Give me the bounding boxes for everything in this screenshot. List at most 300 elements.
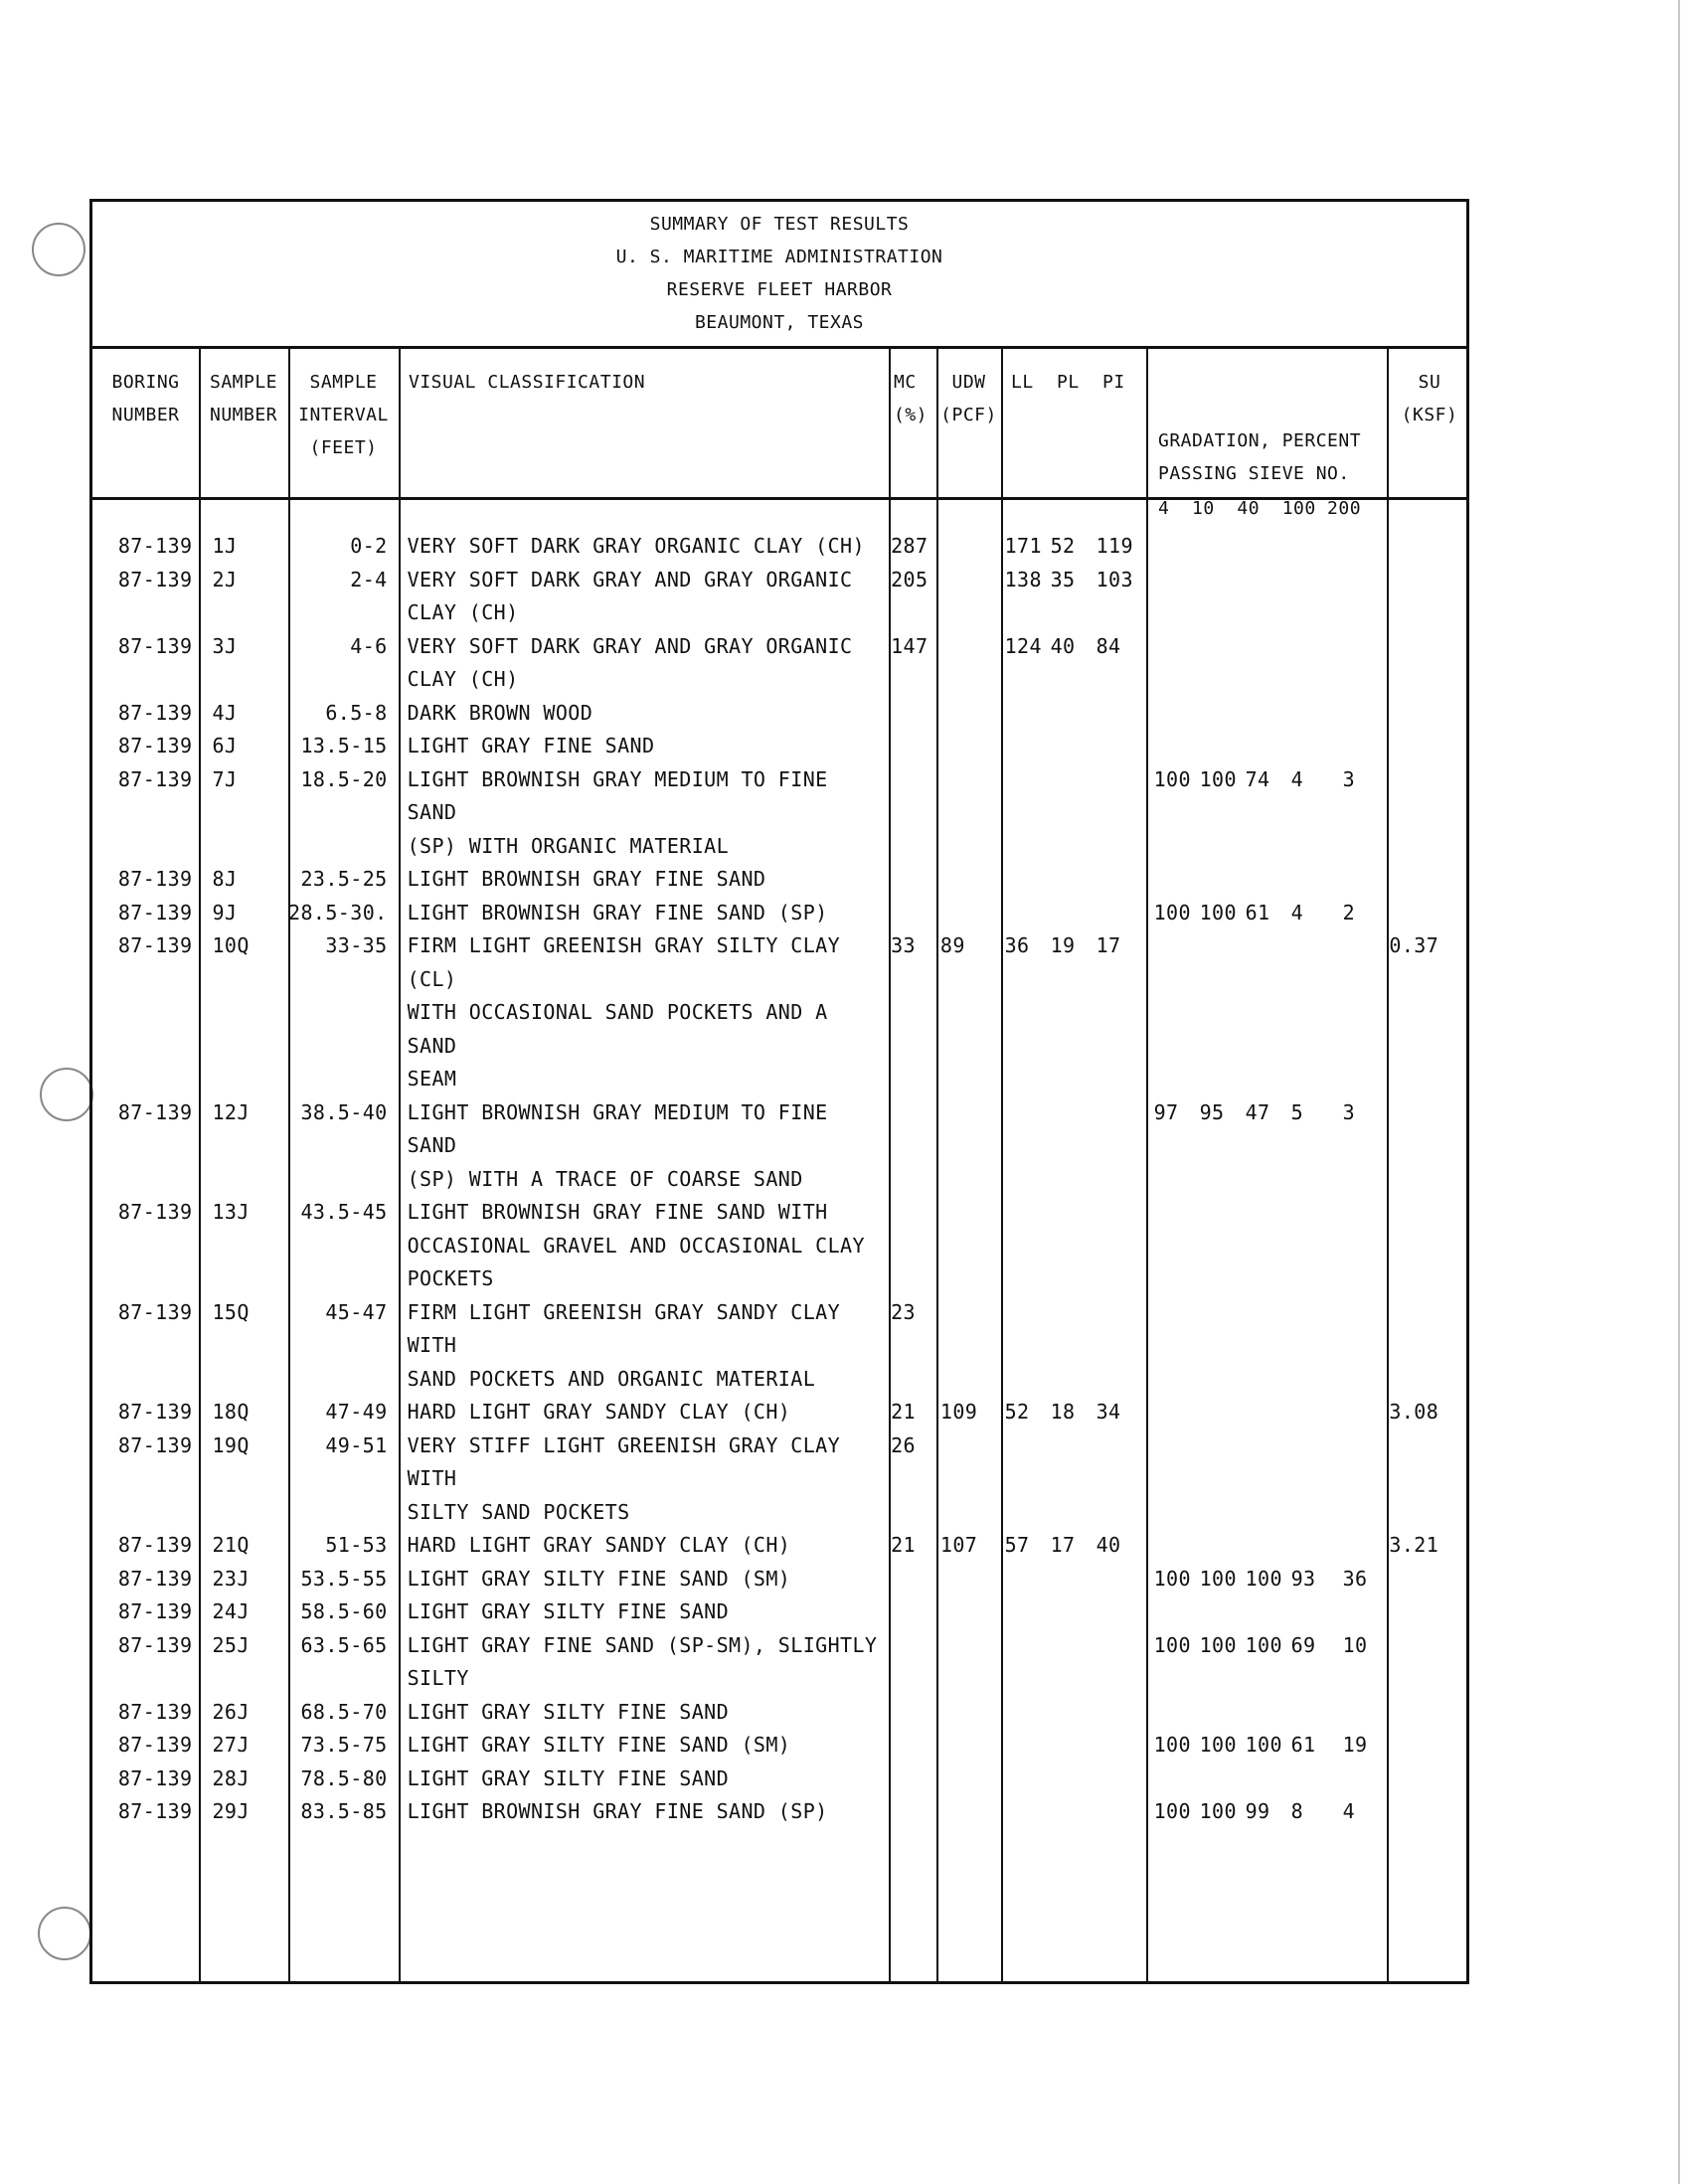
mc-cell: 23	[891, 1299, 916, 1324]
sample-number-cell: 29J	[212, 1799, 250, 1823]
sieve-200-cell: 4	[1342, 1799, 1356, 1823]
sample-interval-cell: 33-35	[325, 933, 388, 957]
table-row	[92, 697, 1466, 731]
visual-classification-cell: VERY STIFF LIGHT GREENISH GRAY CLAY WITH SILTY SAND POCKETS	[407, 1432, 841, 1524]
pi-cell	[1097, 1296, 1142, 1397]
sieve-200-cell	[1343, 564, 1373, 630]
udw-cell	[932, 1296, 997, 1397]
mc-cell	[885, 1563, 932, 1596]
visual-classification-cell: LIGHT BROWNISH GRAY FINE SAND WITH OCCASIONAL GRAVEL AND OCCASIONAL CLAY POCKETS	[407, 1200, 865, 1290]
sieve-10-cell	[1200, 530, 1246, 564]
sieve-200-cell	[1343, 1429, 1373, 1530]
sieve-200-cell	[1343, 530, 1373, 564]
sample-number-cell: 28J	[212, 1765, 250, 1790]
atterberg-cells	[997, 1763, 1142, 1796]
sieve-10-cell: 100	[1199, 766, 1237, 791]
ll-cell: 171	[1004, 534, 1042, 558]
title-block	[92, 202, 1466, 349]
boring-number-cell: 87-139	[117, 700, 193, 725]
boring-number-cell: 87-139	[117, 1099, 193, 1124]
su-cell	[1381, 697, 1466, 731]
atterberg-cells	[997, 730, 1142, 763]
sieve-10-cell	[1200, 564, 1246, 630]
udw-cell	[932, 530, 997, 564]
table-body	[92, 530, 1466, 1829]
ll-cell	[1005, 697, 1051, 731]
visual-classification-cell: LIGHT GRAY SILTY FINE SAND (SM)	[407, 1566, 791, 1591]
sieve-40-cell: 47	[1245, 1099, 1270, 1124]
gradation-cells	[1142, 929, 1382, 1096]
binder-hole	[38, 1907, 91, 1960]
sieve-4-cell	[1154, 863, 1200, 897]
su-cell	[1381, 1296, 1466, 1397]
pi-cell	[1097, 1429, 1142, 1530]
sieve-100-cell: 61	[1290, 1733, 1316, 1757]
table-row	[92, 1596, 1466, 1629]
sieve-10-cell	[1200, 730, 1246, 763]
sieve-40-cell: 74	[1245, 766, 1270, 791]
pi-cell	[1097, 1196, 1142, 1296]
sample-number-cell: 23J	[212, 1566, 250, 1591]
gradation-cells	[1142, 1529, 1382, 1563]
gradation-cells	[1142, 697, 1382, 731]
sieve-10-cell	[1200, 1763, 1246, 1796]
sieve-200-cell	[1343, 1696, 1373, 1730]
sieve-4-cell	[1154, 1596, 1200, 1629]
sample-number-cell: 6J	[212, 734, 238, 757]
sieve-4-cell	[1154, 1429, 1200, 1530]
table-row	[92, 1763, 1466, 1796]
sample-interval-cell: 45-47	[325, 1299, 388, 1324]
visual-classification-cell: FIRM LIGHT GREENISH GRAY SILTY CLAY (CL) WITH OCCASIONAL SAND POCKETS AND A SAND SEAM	[407, 933, 841, 1091]
ll-cell	[1005, 1696, 1051, 1730]
udw-cell	[932, 630, 997, 697]
sieve-4-cell	[1154, 1396, 1200, 1429]
boring-number-cell: 87-139	[117, 900, 193, 924]
pi-cell	[1097, 1696, 1142, 1730]
sample-number-cell: 10Q	[212, 933, 250, 957]
sieve-100-cell	[1291, 1529, 1343, 1563]
pi-cell: 119	[1096, 534, 1133, 558]
boring-number-cell: 87-139	[117, 1733, 193, 1757]
visual-classification-cell: LIGHT GRAY SILTY FINE SAND	[407, 1765, 730, 1790]
sieve-10-cell	[1200, 1396, 1246, 1429]
sieve-100-cell	[1291, 863, 1343, 897]
sample-interval-cell: 6.5-8	[325, 700, 388, 725]
mc-cell: 33	[891, 933, 916, 957]
boring-number-cell: 87-139	[117, 1200, 193, 1224]
pi-cell	[1097, 863, 1142, 897]
su-cell	[1381, 730, 1466, 763]
mc-cell	[885, 1196, 932, 1296]
header-su: SU (KSF)	[1401, 372, 1458, 425]
sieve-40-cell: 100	[1245, 1733, 1282, 1757]
sieve-40-cell	[1246, 530, 1291, 564]
sample-interval-cell: 13.5-15	[300, 734, 388, 757]
sieve-40-cell	[1246, 1529, 1291, 1563]
header-pl: PL	[1057, 372, 1080, 393]
sample-number-cell: 7J	[212, 766, 238, 791]
boring-number-cell: 87-139	[117, 867, 193, 891]
table-row	[92, 730, 1466, 763]
sieve-4-cell: 100	[1153, 766, 1191, 791]
sieve-4-cell: 100	[1153, 1566, 1191, 1591]
sieve-100-cell	[1291, 1596, 1343, 1629]
su-cell: 3.08	[1389, 1400, 1439, 1424]
mc-cell: 21	[891, 1533, 916, 1557]
sieve-200-cell	[1343, 1763, 1373, 1796]
atterberg-cells	[997, 564, 1142, 630]
gradation-cells	[1142, 1696, 1382, 1730]
sieve-200-cell: 3	[1342, 766, 1356, 791]
sieve-10-cell: 100	[1199, 1566, 1237, 1591]
visual-classification-cell: DARK BROWN WOOD	[407, 700, 593, 725]
atterberg-cells	[997, 1296, 1142, 1397]
sieve-100-cell	[1291, 1763, 1343, 1796]
pi-cell	[1097, 1795, 1142, 1829]
pl-cell: 17	[1050, 1533, 1076, 1557]
pl-cell	[1051, 1563, 1097, 1596]
sieve-10-cell: 95	[1199, 1099, 1225, 1124]
sample-number-cell: 15Q	[212, 1299, 250, 1324]
su-cell	[1381, 530, 1466, 564]
pi-cell: 84	[1096, 633, 1121, 658]
pl-cell	[1051, 1696, 1097, 1730]
mc-cell: 205	[891, 567, 928, 591]
sieve-100-cell	[1291, 630, 1343, 697]
sieve-100-cell	[1291, 1429, 1343, 1530]
ll-cell: 57	[1004, 1533, 1030, 1557]
visual-classification-cell: VERY SOFT DARK GRAY AND GRAY ORGANIC CLAY (CH)	[407, 633, 853, 691]
gradation-cells	[1142, 1563, 1382, 1596]
table-row	[92, 630, 1466, 697]
sieve-100-cell: 4	[1290, 766, 1304, 791]
sieve-40-cell	[1246, 1296, 1291, 1397]
ll-cell	[1005, 1296, 1051, 1397]
sample-number-cell: 18Q	[212, 1400, 250, 1424]
mc-cell: 147	[891, 633, 928, 658]
pi-cell	[1097, 1096, 1142, 1197]
pi-cell	[1097, 763, 1142, 864]
sieve-100-cell	[1291, 1396, 1343, 1429]
udw-cell	[932, 697, 997, 731]
gradation-cells	[1142, 763, 1382, 864]
pl-cell	[1051, 730, 1097, 763]
table-row	[92, 1563, 1466, 1596]
sample-interval-cell: 63.5-65	[300, 1632, 388, 1657]
atterberg-cells	[997, 1696, 1142, 1730]
sieve-200-cell: 19	[1342, 1733, 1368, 1757]
pi-cell	[1097, 1629, 1142, 1696]
su-cell	[1381, 1629, 1466, 1696]
atterberg-cells	[997, 863, 1142, 897]
ll-cell: 124	[1004, 633, 1042, 658]
visual-classification-cell: VERY SOFT DARK GRAY ORGANIC CLAY (CH)	[407, 534, 865, 558]
sample-number-cell: 9J	[212, 900, 238, 924]
sieve-10-cell: 100	[1199, 1733, 1237, 1757]
sample-interval-cell: 38.5-40	[300, 1099, 388, 1124]
gradation-cells	[1142, 1629, 1382, 1696]
gradation-cells	[1142, 1729, 1382, 1763]
table-row	[92, 897, 1466, 930]
ll-cell	[1005, 1729, 1051, 1763]
sieve-4-cell	[1154, 929, 1200, 1096]
sieve-10-cell	[1200, 1196, 1246, 1296]
pi-cell	[1097, 730, 1142, 763]
table-row	[92, 564, 1466, 630]
sample-number-cell: 1J	[212, 534, 238, 558]
sieve-10-cell	[1200, 863, 1246, 897]
visual-classification-cell: FIRM LIGHT GREENISH GRAY SANDY CLAY WITH SAND POCKETS AND ORGANIC MATERIAL	[407, 1299, 841, 1391]
sample-interval-cell: 49-51	[325, 1432, 388, 1457]
atterberg-cells	[997, 1096, 1142, 1197]
pi-cell	[1097, 1596, 1142, 1629]
header-gradation: GRADATION, PERCENT PASSING SIEVE NO. 4 10 40 100 200	[1158, 430, 1362, 519]
atterberg-cells	[997, 929, 1142, 1096]
sieve-200-cell	[1343, 730, 1373, 763]
table-row	[92, 863, 1466, 897]
mc-cell	[885, 1795, 932, 1829]
table-row	[92, 1529, 1466, 1563]
sieve-100-cell	[1291, 1296, 1343, 1397]
sample-number-cell: 8J	[212, 867, 238, 891]
pl-cell	[1051, 1729, 1097, 1763]
gradation-cells	[1142, 630, 1382, 697]
pl-cell	[1051, 763, 1097, 864]
sieve-4-cell	[1154, 564, 1200, 630]
ll-cell: 138	[1004, 567, 1042, 591]
pi-cell: 17	[1096, 933, 1121, 957]
header-visual-classification: VISUAL CLASSIFICATION	[409, 372, 646, 393]
sieve-4-cell: 100	[1153, 1733, 1191, 1757]
mc-cell	[885, 897, 932, 930]
boring-number-cell: 87-139	[117, 534, 193, 558]
pl-cell	[1051, 863, 1097, 897]
sieve-40-cell	[1246, 863, 1291, 897]
title-line-4: BEAUMONT, TEXAS	[694, 312, 865, 333]
sieve-4-cell: 100	[1153, 1632, 1191, 1657]
sieve-100-cell	[1291, 1196, 1343, 1296]
sieve-100-cell	[1291, 730, 1343, 763]
sieve-200-cell	[1343, 1296, 1373, 1397]
visual-classification-cell: LIGHT GRAY SILTY FINE SAND	[407, 1599, 730, 1623]
atterberg-cells	[997, 1596, 1142, 1629]
mc-cell	[885, 1596, 932, 1629]
boring-number-cell: 87-139	[117, 567, 193, 591]
atterberg-cells	[997, 1563, 1142, 1596]
visual-classification-cell: LIGHT BROWNISH GRAY FINE SAND (SP)	[407, 1799, 828, 1823]
sieve-100-cell: 8	[1290, 1799, 1304, 1823]
sieve-10-cell	[1200, 1429, 1246, 1530]
ll-cell: 52	[1004, 1400, 1030, 1424]
udw-cell	[932, 730, 997, 763]
sieve-100-cell: 5	[1290, 1099, 1304, 1124]
gradation-cells	[1142, 564, 1382, 630]
sieve-200-cell	[1343, 929, 1373, 1096]
visual-classification-cell: HARD LIGHT GRAY SANDY CLAY (CH)	[407, 1533, 791, 1557]
pl-cell: 52	[1050, 534, 1076, 558]
boring-number-cell: 87-139	[117, 734, 193, 757]
sample-interval-cell: 58.5-60	[300, 1599, 388, 1623]
table-row	[92, 1629, 1466, 1696]
visual-classification-cell: LIGHT GRAY SILTY FINE SAND (SM)	[407, 1733, 791, 1757]
visual-classification-cell: LIGHT BROWNISH GRAY MEDIUM TO FINE SAND (SP) WITH A TRACE OF COARSE SAND	[407, 1099, 828, 1191]
title-line-3: RESERVE FLEET HARBOR	[666, 279, 893, 300]
su-cell	[1381, 1196, 1466, 1296]
sieve-10-cell: 100	[1199, 900, 1237, 924]
boring-number-cell: 87-139	[117, 1566, 193, 1591]
sample-interval-cell: 18.5-20	[300, 766, 388, 791]
table-row	[92, 1196, 1466, 1296]
su-cell	[1381, 1795, 1466, 1829]
sample-number-cell: 27J	[212, 1733, 250, 1757]
atterberg-cells	[997, 1429, 1142, 1530]
binder-hole	[32, 223, 85, 276]
table-row	[92, 1396, 1466, 1429]
table-row	[92, 1696, 1466, 1730]
ll-cell	[1005, 1096, 1051, 1197]
ll-cell	[1005, 1629, 1051, 1696]
pi-cell	[1097, 697, 1142, 731]
sample-number-cell: 13J	[212, 1200, 250, 1224]
gradation-cells	[1142, 1396, 1382, 1429]
sieve-40-cell: 100	[1245, 1632, 1282, 1657]
page-edge	[1678, 0, 1680, 2184]
udw-cell	[932, 1563, 997, 1596]
boring-number-cell: 87-139	[117, 1432, 193, 1457]
sample-interval-cell: 28.5-30.	[288, 900, 388, 924]
pi-cell	[1097, 1763, 1142, 1796]
table-row	[92, 1096, 1466, 1197]
pl-cell	[1051, 1196, 1097, 1296]
mc-cell	[885, 697, 932, 731]
pi-cell: 40	[1096, 1533, 1121, 1557]
sieve-10-cell	[1200, 1529, 1246, 1563]
header-mc: MC (%)	[894, 372, 928, 425]
visual-classification-cell: LIGHT GRAY FINE SAND (SP-SM), SLIGHTLY SILTY	[407, 1632, 878, 1690]
sample-interval-cell: 4-6	[350, 633, 388, 658]
udw-cell	[932, 763, 997, 864]
sieve-100-cell	[1291, 564, 1343, 630]
sieve-4-cell	[1154, 1696, 1200, 1730]
udw-cell	[932, 1795, 997, 1829]
title-line-2: U. S. MARITIME ADMINISTRATION	[615, 247, 943, 267]
sieve-10-cell	[1200, 630, 1246, 697]
sieve-4-cell	[1154, 697, 1200, 731]
sieve-200-cell	[1343, 697, 1373, 731]
ll-cell	[1005, 1763, 1051, 1796]
mc-cell	[885, 1629, 932, 1696]
sieve-100-cell	[1291, 697, 1343, 731]
sieve-200-cell: 36	[1342, 1566, 1368, 1591]
su-cell	[1381, 1096, 1466, 1197]
results-table	[89, 199, 1469, 1984]
mc-cell	[885, 763, 932, 864]
sieve-40-cell	[1246, 1396, 1291, 1429]
mc-cell: 26	[891, 1432, 916, 1457]
su-cell	[1381, 630, 1466, 697]
su-cell	[1381, 897, 1466, 930]
gradation-cells	[1142, 863, 1382, 897]
ll-cell	[1005, 863, 1051, 897]
visual-classification-cell: LIGHT GRAY SILTY FINE SAND	[407, 1699, 730, 1724]
su-cell: 3.21	[1389, 1533, 1439, 1557]
udw-cell: 109	[939, 1400, 978, 1424]
sieve-10-cell: 100	[1199, 1632, 1237, 1657]
sieve-4-cell: 97	[1153, 1099, 1179, 1124]
header-udw: UDW (PCF)	[940, 372, 997, 425]
sample-number-cell: 26J	[212, 1699, 250, 1724]
ll-cell	[1005, 897, 1051, 930]
boring-number-cell: 87-139	[117, 1799, 193, 1823]
table-row	[92, 1429, 1466, 1530]
sieve-10-cell	[1200, 1296, 1246, 1397]
sample-interval-cell: 51-53	[325, 1533, 388, 1557]
gradation-cells	[1142, 1096, 1382, 1197]
gradation-cells	[1142, 897, 1382, 930]
sieve-100-cell: 4	[1290, 900, 1304, 924]
sieve-40-cell	[1246, 630, 1291, 697]
boring-number-cell: 87-139	[117, 1533, 193, 1557]
mc-cell: 21	[891, 1400, 916, 1424]
sieve-4-cell	[1154, 1196, 1200, 1296]
ll-cell	[1005, 1563, 1051, 1596]
boring-number-cell: 87-139	[117, 1699, 193, 1724]
udw-cell	[932, 1629, 997, 1696]
mc-cell	[885, 1096, 932, 1197]
boring-number-cell: 87-139	[117, 1632, 193, 1657]
pi-cell: 103	[1096, 567, 1133, 591]
sieve-40-cell	[1246, 1596, 1291, 1629]
sieve-10-cell	[1200, 697, 1246, 731]
sieve-200-cell	[1343, 1396, 1373, 1429]
pi-cell	[1097, 897, 1142, 930]
gradation-cells	[1142, 530, 1382, 564]
gradation-cells	[1142, 730, 1382, 763]
sieve-200-cell	[1343, 863, 1373, 897]
sample-interval-cell: 83.5-85	[300, 1799, 388, 1823]
sieve-4-cell	[1154, 1529, 1200, 1563]
sieve-100-cell	[1291, 1696, 1343, 1730]
header-ll: LL	[1011, 372, 1034, 393]
sample-interval-cell: 73.5-75	[300, 1733, 388, 1757]
sieve-200-cell	[1343, 1596, 1373, 1629]
table-row	[92, 763, 1466, 864]
table-row	[92, 530, 1466, 564]
su-cell	[1381, 1596, 1466, 1629]
atterberg-cells	[997, 1795, 1142, 1829]
sample-interval-cell: 23.5-25	[300, 867, 388, 891]
su-cell	[1381, 1696, 1466, 1730]
pi-cell	[1097, 1729, 1142, 1763]
pl-cell	[1051, 1596, 1097, 1629]
pl-cell	[1051, 1629, 1097, 1696]
pl-cell: 40	[1050, 633, 1076, 658]
header-pi: PI	[1102, 372, 1125, 393]
sample-number-cell: 24J	[212, 1599, 250, 1623]
sample-number-cell: 25J	[212, 1632, 250, 1657]
visual-classification-cell: LIGHT BROWNISH GRAY FINE SAND	[407, 867, 766, 891]
pi-cell: 34	[1096, 1400, 1121, 1424]
sieve-4-cell	[1154, 1763, 1200, 1796]
udw-cell	[932, 897, 997, 930]
udw-cell	[932, 1696, 997, 1730]
boring-number-cell: 87-139	[117, 633, 193, 658]
sieve-4-cell	[1154, 630, 1200, 697]
su-cell: 0.37	[1389, 933, 1439, 957]
pi-cell	[1097, 1563, 1142, 1596]
pl-cell: 35	[1050, 567, 1076, 591]
